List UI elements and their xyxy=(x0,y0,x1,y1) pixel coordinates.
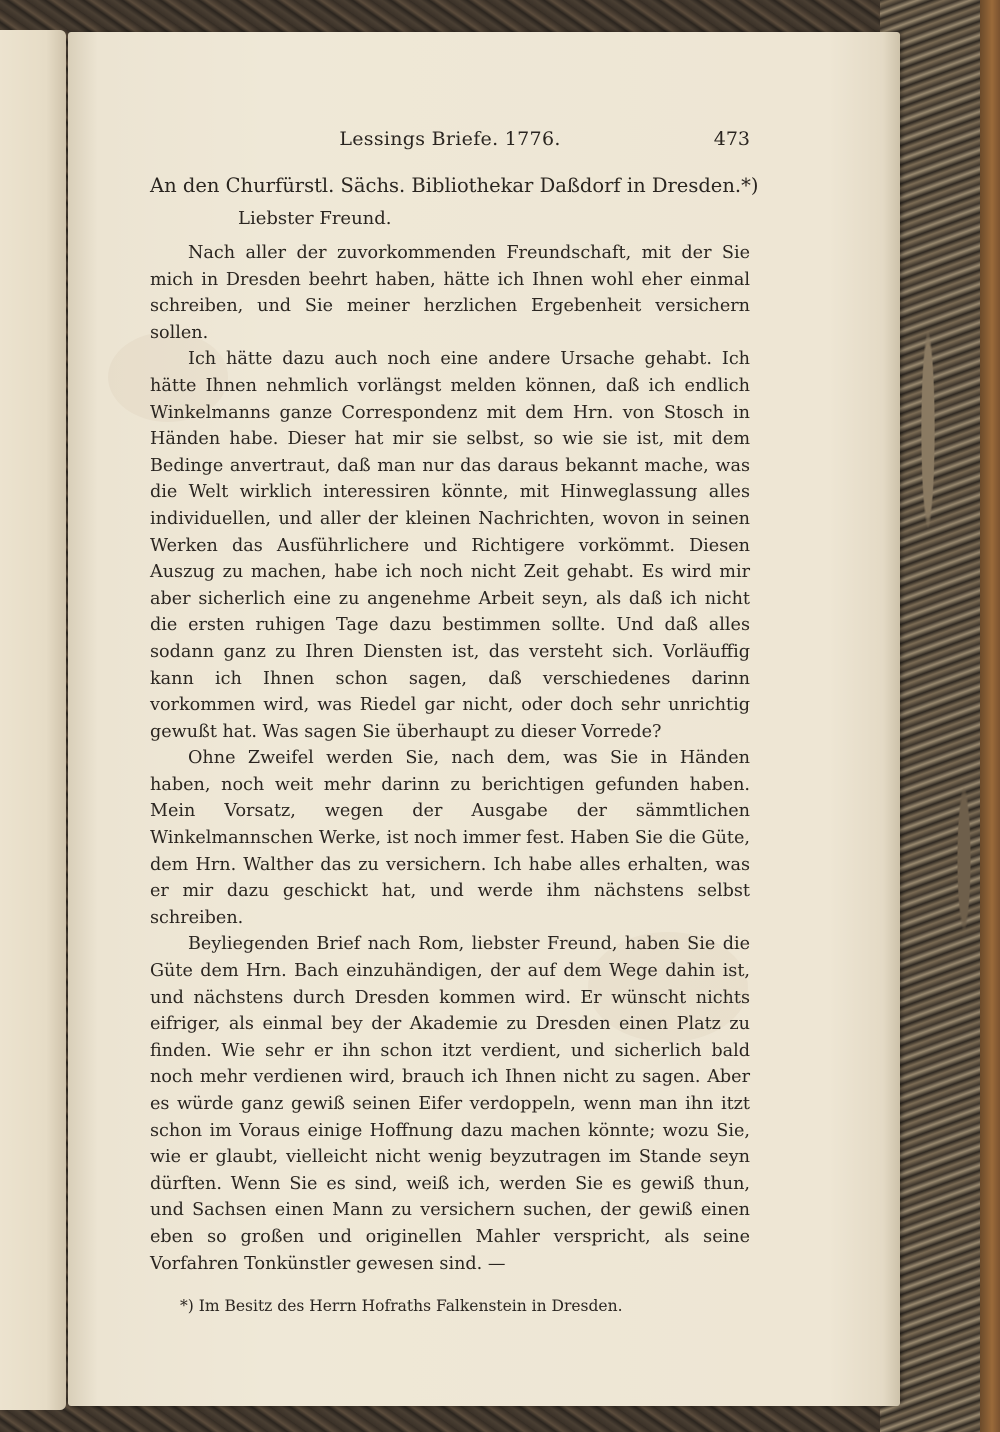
page-number: 473 xyxy=(713,128,750,150)
cover-leather-edge xyxy=(980,0,1000,1432)
letter-salutation: Liebster Freund. xyxy=(238,208,392,229)
paragraph: Nach aller der zuvorkommenden Freundschaft, mit der Sie mich in Dresden beehrt haben, hätte ich Ihnen wohl eher einmal schreiben, und Sie meiner herzlichen Ergebenheit versichern sollen. xyxy=(150,243,750,343)
page-text xyxy=(150,122,759,1317)
page-header xyxy=(150,122,750,162)
left-page-edge xyxy=(0,30,66,1410)
paragraph: Ich hätte dazu auch noch eine andere Ursache gehabt. Ich hätte Ihnen nehmlich vorlängst melden können, daß ich endlich Winkelmanns ganze Correspondenz mit dem Hrn. von Stosch in Händen habe. Dieser hat mir sie selbst, so wie sie ist, mit dem Bedinge anvertraut, daß man nur das daraus bekannt mache, was die Welt wirklich interessiren könnte, mit Hinweglassung alles individuellen, und aller der kleinen Nachrichten, wovon in seinen Werken das Ausführlichere und Richtigere vorkömmt. Diesen Auszug zu machen, habe ich noch nicht Zeit gehabt. Es wird mir aber sicherlich eine zu angenehme Arbeit seyn, als daß ich nicht die ersten ruhigen Tage dazu bestimmen sollte. Und daß alles sodann ganz zu Ihren Diensten ist, das versteht sich. Vorläuffig kann ich Ihnen schon sagen, daß verschiedenes darinn vorkommen wird, was Riedel gar nicht, oder doch sehr unrichtig gewußt hat. Was sagen Sie überhaupt zu dieser Vorrede? xyxy=(150,349,750,742)
paragraph: Ohne Zweifel werden Sie, nach dem, was Sie in Händen haben, noch weit mehr darinn zu berichtigen gefunden haben. Mein Vorsatz, wegen der Ausgabe der sämmtlichen Winkelmannschen Werke, ist noch immer fest. Haben Sie die Güte, dem Hrn. Walther das zu versichern. Ich habe alles erhalten, was er mir dazu geschickt hat, und werde ihm nächstens selbst schreiben. xyxy=(150,748,750,928)
paragraph: Beyliegenden Brief nach Rom, liebster Freund, haben Sie die Güte dem Hrn. Bach einzuhändigen, der auf dem Wege dahin ist, und nächstens durch Dresden kommen wird. Er wünscht nichts eifriger, als einmal bey der Akademie zu Dresden einen Platz zu finden. Wie sehr er ihn schon itzt verdient, und sicherlich bald noch mehr verdienen wird, brauch ich Ihnen nicht zu sagen. Aber es würde ganz gewiß seinen Eifer verdoppeln, wenn man ihn itzt schon im Voraus einige Hoffnung dazu machen könnte; wozu Sie, wie er glaubt, vielleicht nicht wenig beyzutragen im Stande seyn dürften. Wenn Sie es sind, weiß ich, werden Sie es gewiß thun, und Sachsen einen Mann zu versichern suchen, der gewiß einen eben so großen und originellen Mahler verspricht, als seine Vorfahren Tonkünstler gewesen sind. — xyxy=(150,934,750,1274)
letter-addressee: An den Churfürstl. Sächs. Bibliothekar Daßdorf in Dresden.*) xyxy=(150,174,759,197)
running-head: Lessings Briefe. 1776. xyxy=(339,128,561,150)
footnote: *) Im Besitz des Herrn Hofraths Falkenstein in Dresden. xyxy=(180,1297,623,1316)
